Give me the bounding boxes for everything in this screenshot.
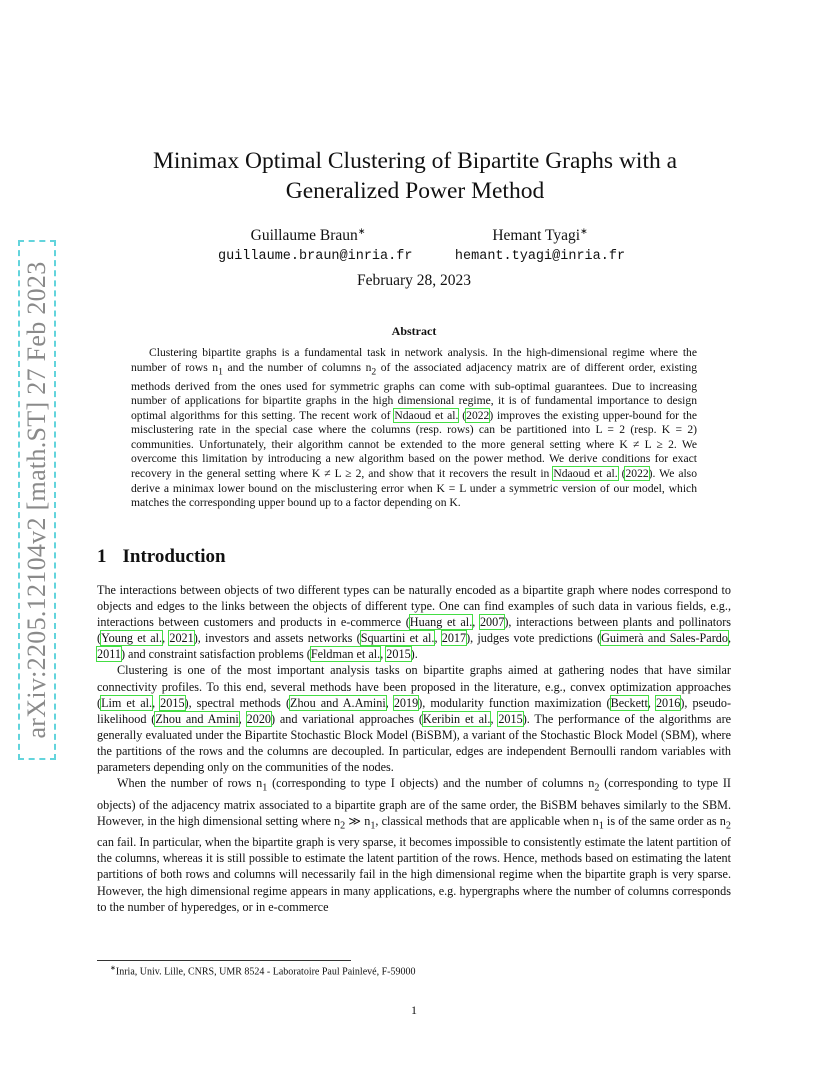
citation-link[interactable]: Zhou and Amini <box>155 711 239 726</box>
citation-link[interactable]: Young et al. <box>101 631 163 646</box>
paper-title <box>110 146 720 206</box>
section-title: Introduction <box>122 546 226 567</box>
section-heading <box>97 546 226 568</box>
footnote-mark: ∗ <box>110 964 116 972</box>
citation-link[interactable]: Guimerà and Sales-Pardo <box>601 631 728 646</box>
publication-date: February 28, 2023 <box>356 272 472 289</box>
citation-link[interactable]: Squartini et al. <box>360 631 435 646</box>
affiliation-mark: ∗ <box>357 226 366 236</box>
author-block-braun <box>218 221 413 268</box>
citation-link[interactable]: Zhou and A.Amini <box>290 695 386 710</box>
introduction-body <box>97 582 731 915</box>
citation-year-link[interactable]: 2019 <box>393 695 419 710</box>
citation-year-link[interactable]: 2021 <box>169 631 194 646</box>
citation-year-link[interactable]: 2016 <box>655 695 681 710</box>
citation-link[interactable]: Feldman et al. <box>310 647 381 662</box>
footnote-rule <box>97 960 351 961</box>
paragraph: When the number of rows $n_1$ (corresponding to type I objects) and the number of columns $n_2$ (corresponding to type II objects) of the adjacency matrix associated to a bipartite graph are of the same order, the BiSBM behaves similarly to the SBM. However, in the high dimensional setting where $n_2$ ≫ $n_1$, classical methods that are applicable when $n_1$ is of the same order as $n_2$ can fail. In particular, when the bipartite graph is very sparse, it becomes impossible to consistently estimate the latent partition of the columns, whereas it is still possible to estimate the latent partition of the rows. Hence, methods based on estimating the latent partitions of both rows and columns will necessarily fail in the high dimensional regime when the bipartite graph is very sparse. However, the high dimensional regime appears in many applications, e.g. hypergraphs where the number of columns corresponds to the number of hyperedges, or in e-commerce <box>97 776 731 914</box>
citation-link[interactable]: Keribin et al. <box>422 711 491 726</box>
footnote <box>110 964 415 977</box>
abstract-body: Clustering bipartite graphs is a fundamental task in network analysis. In the high-dimensional regime where the number of rows $n_1$ and the number of columns $n_2$ of the associated adjacency matrix are of different order, existing methods derived from the ones used for symmetric graphs can come with sub-optimal guarantees. Due to increasing number of applications for bipartite graphs in the high dimensional regime, it is of fundamental importance to design optimal algorithms for this setting. The recent work of Ndaoud et al. (2022) improves the existing upper-bound for the misclustering rate in the special case where the columns (resp. rows) can be partitioned into L = 2 (resp. K = 2) communities. Unfortunately, their algorithm cannot be extended to the more general setting where K ≠ L ≥ 2. We overcome this limitation by introducing a new algorithm based on the power method. We derive conditions for exact recovery in the general setting where K ≠ L ≥ 2, and show that it recovers the result in Ndaoud et al. (2022). We also derive a minimax lower bound on the misclustering error when K = L under a symmetric version of our model, which matches the corresponding upper bound up to a factor depending on K. <box>131 346 698 510</box>
citation-year-link[interactable]: 2015 <box>498 711 523 726</box>
citation-year-link[interactable]: 2022 <box>466 408 490 422</box>
author-email[interactable]: guillaume.braun@inria.fr <box>218 249 413 265</box>
citation-year-link[interactable]: 2015 <box>386 647 411 662</box>
citation-link[interactable]: Lim et al. <box>101 695 153 710</box>
arxiv-identifier-text: arXiv:2205.12104v2 [math.ST] 27 Feb 2023 <box>22 261 51 739</box>
paragraph: Clustering is one of the most important analysis tasks on bipartite graphs aimed at gathering nodes that have similar connectivity profiles. To this end, several methods have been proposed in the literature, e.g., convex optimization approaches (Lim et al., 2015), spectral methods (Zhou and A.Amini, 2019), modularity function maximization (Beckett, 2016), pseudo-likelihood (Zhou and Amini, 2020) and variational approaches (Keribin et al., 2015). The performance of the algorithms are generally evaluated under the Bipartite Stochastic Block Model (BiSBM), a variant of the Stochastic Block Model (SBM), where the partitions of the rows and the columns are decoupled. In particular, edges are independent Bernoulli random variables with parameters depending only on the communities of the nodes. <box>97 663 732 775</box>
section-number: 1 <box>97 546 107 567</box>
page-number: 1 <box>411 1003 417 1017</box>
citation-year-link[interactable]: 2015 <box>160 695 185 710</box>
citation-year-link[interactable]: 2011 <box>97 647 121 662</box>
affiliation-mark: ∗ <box>580 226 588 236</box>
author-name: Hemant Tyagi <box>492 227 581 245</box>
title-line-1: Minimax Optimal Clustering of Bipartite Graphs with a <box>152 148 678 174</box>
author-name: Guillaume Braun <box>250 227 358 245</box>
citation-link[interactable]: Beckett <box>610 695 648 710</box>
abstract-heading: Abstract <box>391 324 437 338</box>
citation-link[interactable]: Huang et al. <box>409 615 473 630</box>
footnote-text: Inria, Univ. Lille, CNRS, UMR 8524 - Laboratoire Paul Painlevé, F-59000 <box>115 966 416 978</box>
citation-link[interactable]: Ndaoud et al. <box>553 467 618 481</box>
author-block-tyagi <box>440 221 640 268</box>
author-email[interactable]: hemant.tyagi@inria.fr <box>454 249 626 265</box>
paragraph: The interactions between objects of two different types can be naturally encoded as a bipartite graph where nodes correspond to objects and edges to the links between the objects of different type. One can find examples of such data in various fields, e.g., interactions between customers and products in e-commerce (Huang et al., 2007), interactions between plants and pollinators (Young et al., 2021), investors and assets networks (Squartini et al., 2017), judges vote predictions (Guimerà and Sales-Pardo, 2011) and constraint satisfaction problems (Feldman et al., 2015). <box>97 583 732 662</box>
citation-year-link[interactable]: 2022 <box>625 467 649 481</box>
arxiv-identifier-stamp[interactable] <box>18 240 56 760</box>
title-line-2: Generalized Power Method <box>285 178 545 204</box>
citation-link[interactable]: Ndaoud et al. <box>394 408 459 422</box>
citation-year-link[interactable]: 2007 <box>479 615 505 630</box>
citation-year-link[interactable]: 2020 <box>246 711 271 726</box>
citation-year-link[interactable]: 2017 <box>441 631 467 646</box>
